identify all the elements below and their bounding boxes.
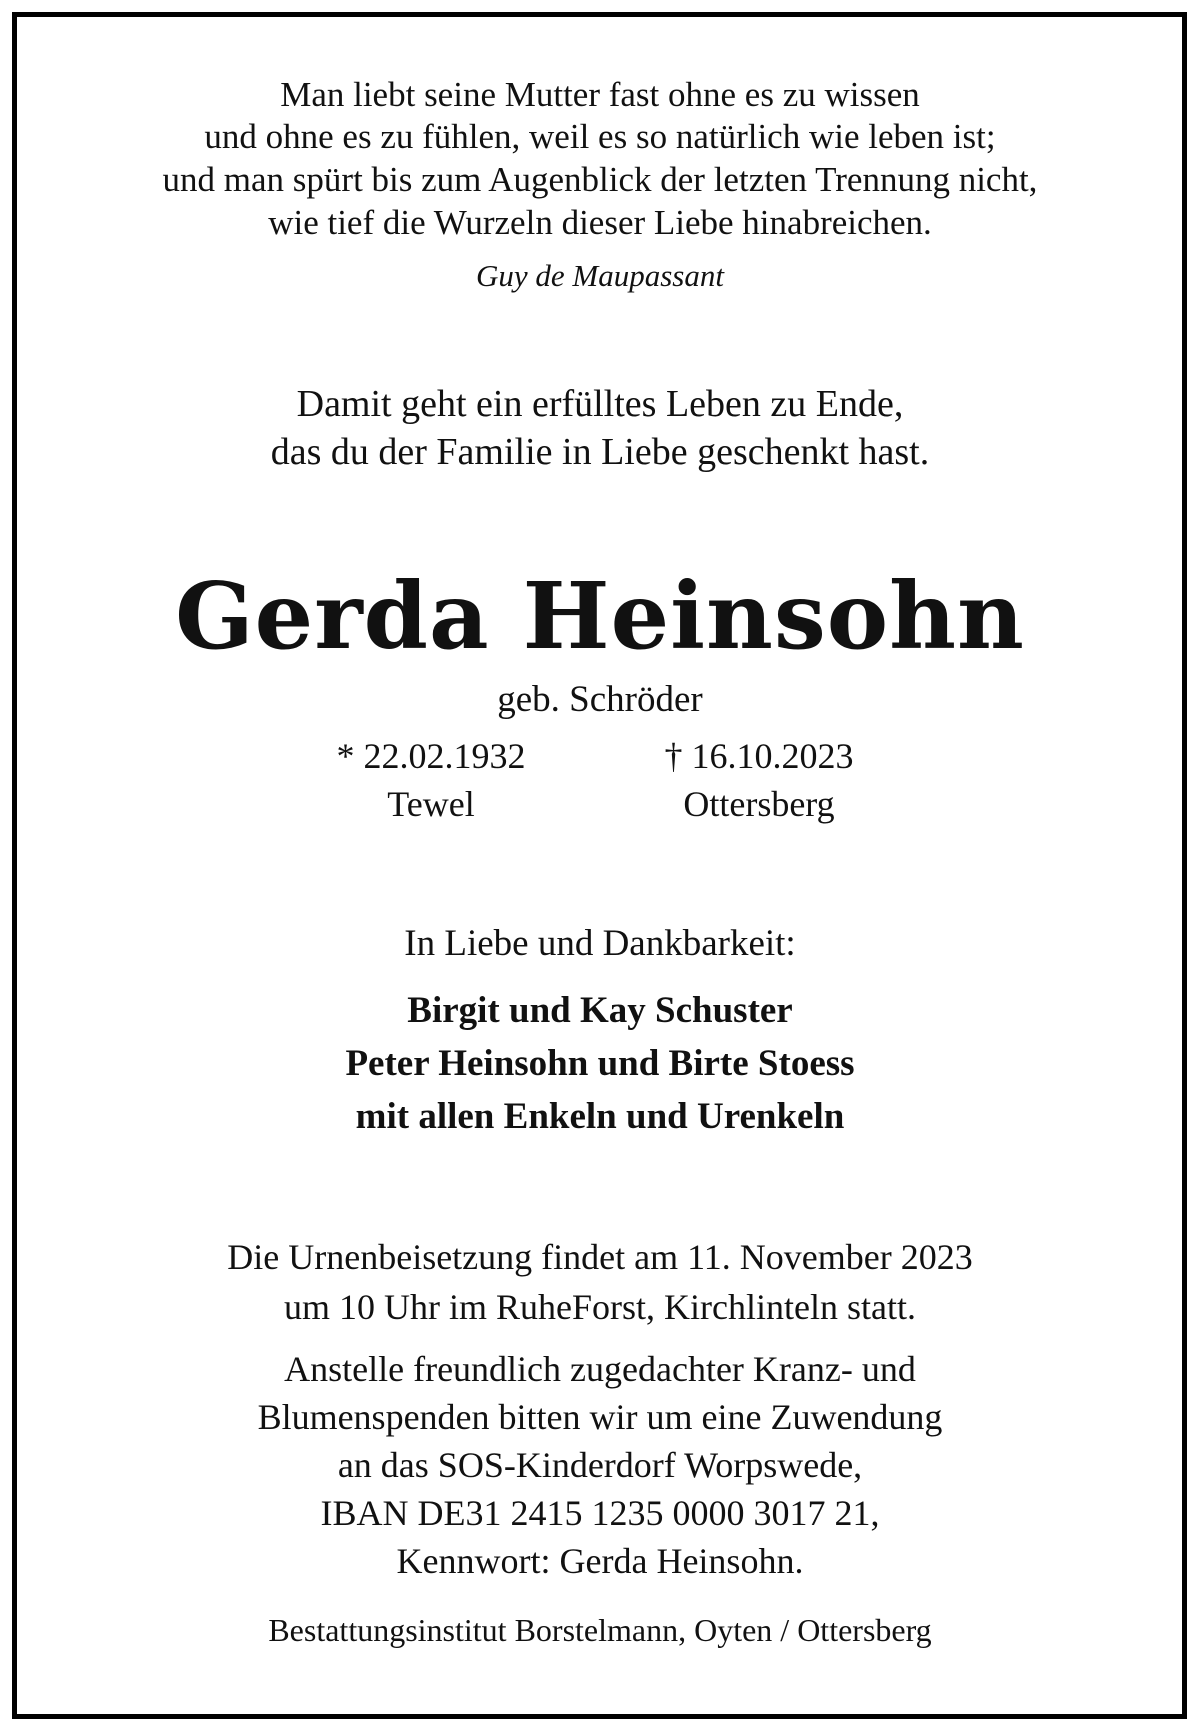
donation-line-1: Anstelle freundlich zugedachter Kranz- und — [284, 1349, 916, 1389]
intro-line-2: das du der Familie in Liebe geschenkt hast. — [270, 431, 930, 473]
death-info — [609, 732, 909, 828]
mourners-intro: In Liebe und Dankbarkeit: — [404, 923, 796, 964]
death-date: † 16.10.2023 — [664, 736, 854, 776]
mourner-line-3: mit allen Enkeln und Urenkeln — [355, 1096, 845, 1137]
undertaker: Bestattungsinstitut Borstelmann, Oyten / Ottersberg — [268, 1612, 932, 1648]
donation-line-4: IBAN DE31 2415 1235 0000 3017 21, — [320, 1493, 880, 1533]
burial-line-1: Die Urnenbeisetzung findet am 11. November 2023 — [227, 1237, 973, 1277]
quote-author: Guy de Maupassant — [476, 258, 724, 293]
maiden-name: geb. Schröder — [497, 679, 703, 720]
mourner-line-2: Peter Heinsohn und Birte Stoess — [345, 1043, 855, 1084]
quote-line-3: und man spürt bis zum Augenblick der letzten Trennung nicht, — [162, 160, 1038, 199]
donation-line-3: an das SOS-Kinderdorf Worpswede, — [337, 1445, 863, 1485]
birth-info — [281, 732, 581, 828]
quote-line-2: und ohne es zu fühlen, weil es so natürlich wie leben ist; — [204, 117, 996, 156]
quote-line-1: Man liebt seine Mutter fast ohne es zu wissen — [280, 75, 920, 114]
intro-line-1: Damit geht ein erfülltes Leben zu Ende, — [296, 383, 904, 425]
birth-date: * 22.02.1932 — [336, 736, 526, 776]
mourner-line-1: Birgit und Kay Schuster — [407, 990, 793, 1031]
birth-place: Tewel — [387, 784, 475, 824]
deceased-name: Gerda Heinsohn — [175, 562, 1025, 670]
death-place: Ottersberg — [683, 784, 835, 824]
donation-line-2: Blumenspenden bitten wir um eine Zuwendung — [257, 1397, 943, 1437]
quote-line-4: wie tief die Wurzeln dieser Liebe hinabreichen. — [268, 203, 932, 242]
donation-line-5: Kennwort: Gerda Heinsohn. — [396, 1541, 804, 1581]
burial-line-2: um 10 Uhr im RuheForst, Kirchlinteln statt. — [284, 1287, 916, 1327]
